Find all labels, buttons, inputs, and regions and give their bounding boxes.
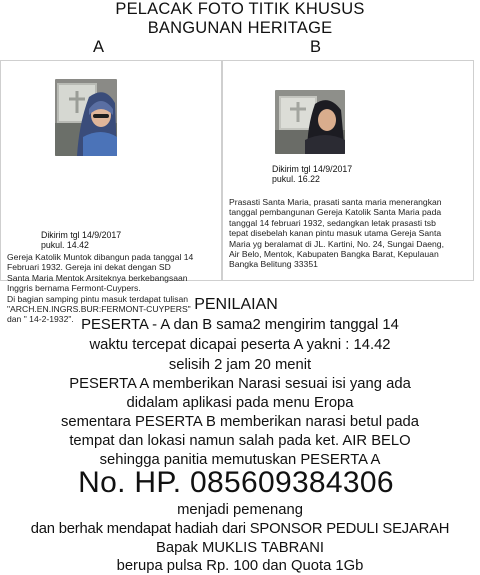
description-line: tepat disebelah kanan pintu masuk utama Gereja Santa — [229, 228, 442, 239]
page-subtitle: BANGUNAN HERITAGE — [147, 19, 333, 37]
participant-photo-b — [275, 90, 345, 154]
assessment-line: sementara PESERTA B memberikan narasi betul pada — [60, 414, 420, 430]
sent-time-b: pukul. 16.22 — [272, 174, 320, 184]
participant-photo-a — [55, 79, 117, 156]
description-line: Bangka Belitung 33351 — [229, 259, 318, 270]
assessment-line: PESERTA A memberikan Narasi sesuai isi yang ada — [69, 376, 411, 392]
description-line: Di bagian samping pintu masuk terdapat tulisan — [7, 293, 189, 304]
assessment-line: tempat dan lokasi namun salah pada ket. AIR BELO — [69, 433, 411, 449]
assessment-line: selisih 2 jam 20 menit — [168, 357, 312, 373]
description-line: Februari 1932. Gereja ini dekat dengan SD — [7, 262, 171, 273]
submission-panel-b — [222, 60, 474, 281]
description-line: Gereja Katolik Muntok dibangun pada tanggal 14 — [7, 252, 194, 262]
assessment-line: didalam aplikasi pada menu Eropa — [126, 395, 354, 411]
description-line: Inggris bernama Fermont-Cuypers. — [7, 283, 141, 294]
description-line: dan " 14-2-1932". — [7, 314, 74, 325]
description-line: Prasasti Santa Maria, prasati santa maria menerangkan — [229, 197, 442, 207]
footer-line: Bapak MUKLIS TABRANI — [155, 540, 325, 556]
footer-line: menjadi pemenang — [177, 502, 303, 518]
submission-panel-a — [0, 60, 222, 325]
description-line: Maria yg beralamat di JL. Kartini, No. 24, Sungai Daeng, — [229, 238, 444, 249]
assessment-line: waktu tercepat dicapai peserta A yakni : 14.42 — [89, 337, 391, 353]
participant-label-a: A — [93, 38, 105, 56]
footer-line: dan berhak mendapat hadiah dari SPONSOR PEDULI SEJARAH — [30, 521, 450, 537]
assessment-heading: PENILAIAN — [194, 296, 278, 313]
phone-number: No. HP. 085609384306 — [78, 466, 394, 499]
description-line: Santa Maria Mentok Arsiteknya berkebangsaan — [7, 272, 188, 283]
assessment-line: sehingga panitia memutuskan PESERTA A — [99, 452, 381, 468]
sent-date-b: Dikirim tgl 14/9/2017 — [272, 164, 353, 174]
description-line: tanggal pembangunan Gereja Katolik Santa Maria pada — [229, 207, 442, 218]
description-line: Air Belo, Mentok, Kabupaten Bangka Barat, Kepulauan — [229, 249, 439, 260]
description-line: "ARCH.EN.INGRS.BUR:FERMONT-CUYPERS" — [7, 304, 191, 315]
footer-line: berupa pulsa Rp. 100 dan Quota 1Gb — [116, 558, 364, 574]
participant-label-b: B — [310, 38, 322, 56]
description-b — [229, 197, 444, 270]
assessment-line: PESERTA - A dan B sama2 mengirim tanggal 14 — [81, 317, 399, 333]
page-title: PELACAK FOTO TITIK KHUSUS — [115, 0, 365, 18]
description-line: tanggal 14 februari 1932, sedangkan letak prasasti tsb — [229, 217, 436, 228]
sent-time-a: pukul. 14.42 — [41, 240, 89, 250]
sent-date-a: Dikirim tgl 14/9/2017 — [41, 230, 122, 240]
